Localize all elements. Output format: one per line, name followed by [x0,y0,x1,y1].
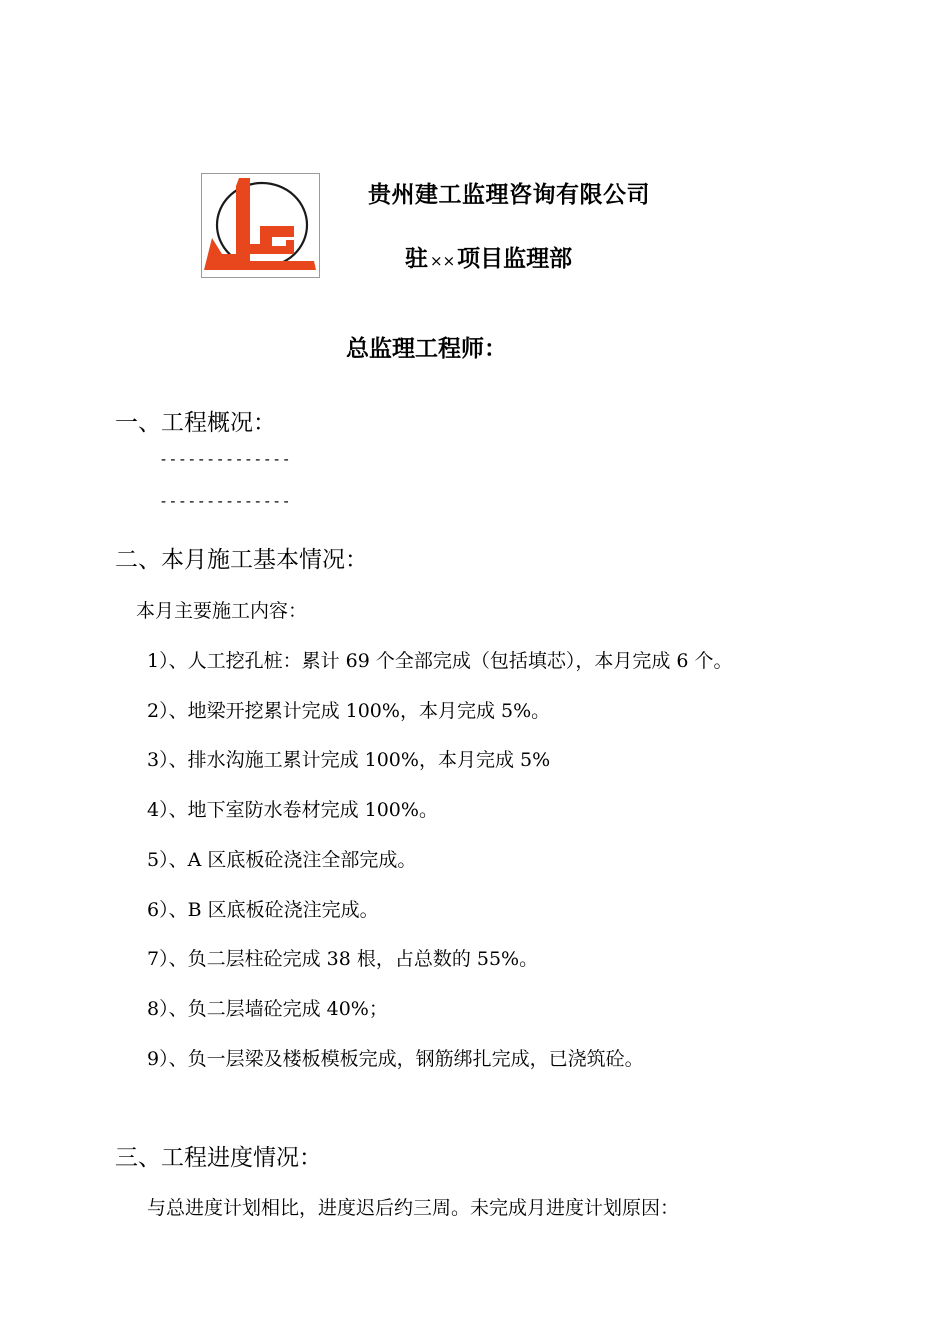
overview-placeholder-line: -------------- [159,492,292,510]
section-heading-construction: 二、本月施工基本情况： [115,547,368,573]
chief-engineer-label: 总监理工程师： [346,336,507,362]
overview-placeholder-line: -------------- [159,450,292,468]
list-item: 9）、负一层梁及楼板模板完成，钢筋绑扎完成，已浇筑砼。 [147,1048,644,1070]
construction-intro: 本月主要施工内容： [136,600,308,622]
dept-placeholder-mark: ×× [430,252,456,270]
list-item: 7）、负二层柱砼完成 38 根，占总数的 55%。 [147,948,539,970]
list-item: 4）、地下室防水卷材完成 100%。 [147,799,438,821]
list-item: 1）、人工挖孔桩：累计 69 个全部完成（包括填芯），本月完成 6 个。 [147,650,733,672]
list-item: 3）、排水沟施工累计完成 100%，本月完成 5% [147,749,551,771]
list-item: 2）、地梁开挖累计完成 100%，本月完成 5%。 [147,700,551,722]
list-item: 6）、B 区底板砼浇注完成。 [147,899,379,921]
list-item: 5）、A 区底板砼浇注全部完成。 [147,849,417,871]
company-name: 贵州建工监理咨询有限公司 [368,182,650,208]
section-heading-overview: 一、工程概况： [115,410,276,436]
dept-prefix: 驻 [405,246,428,272]
list-item: 8）、负二层墙砼完成 40%； [147,998,388,1020]
dept-suffix: 项目监理部 [457,246,573,272]
project-department [405,240,572,273]
progress-text: 与总进度计划相比，进度迟后约三周。未完成月进度计划原因： [147,1197,680,1219]
section-heading-progress: 三、工程进度情况： [115,1145,322,1171]
company-logo-icon [202,174,319,277]
company-logo [201,173,320,278]
